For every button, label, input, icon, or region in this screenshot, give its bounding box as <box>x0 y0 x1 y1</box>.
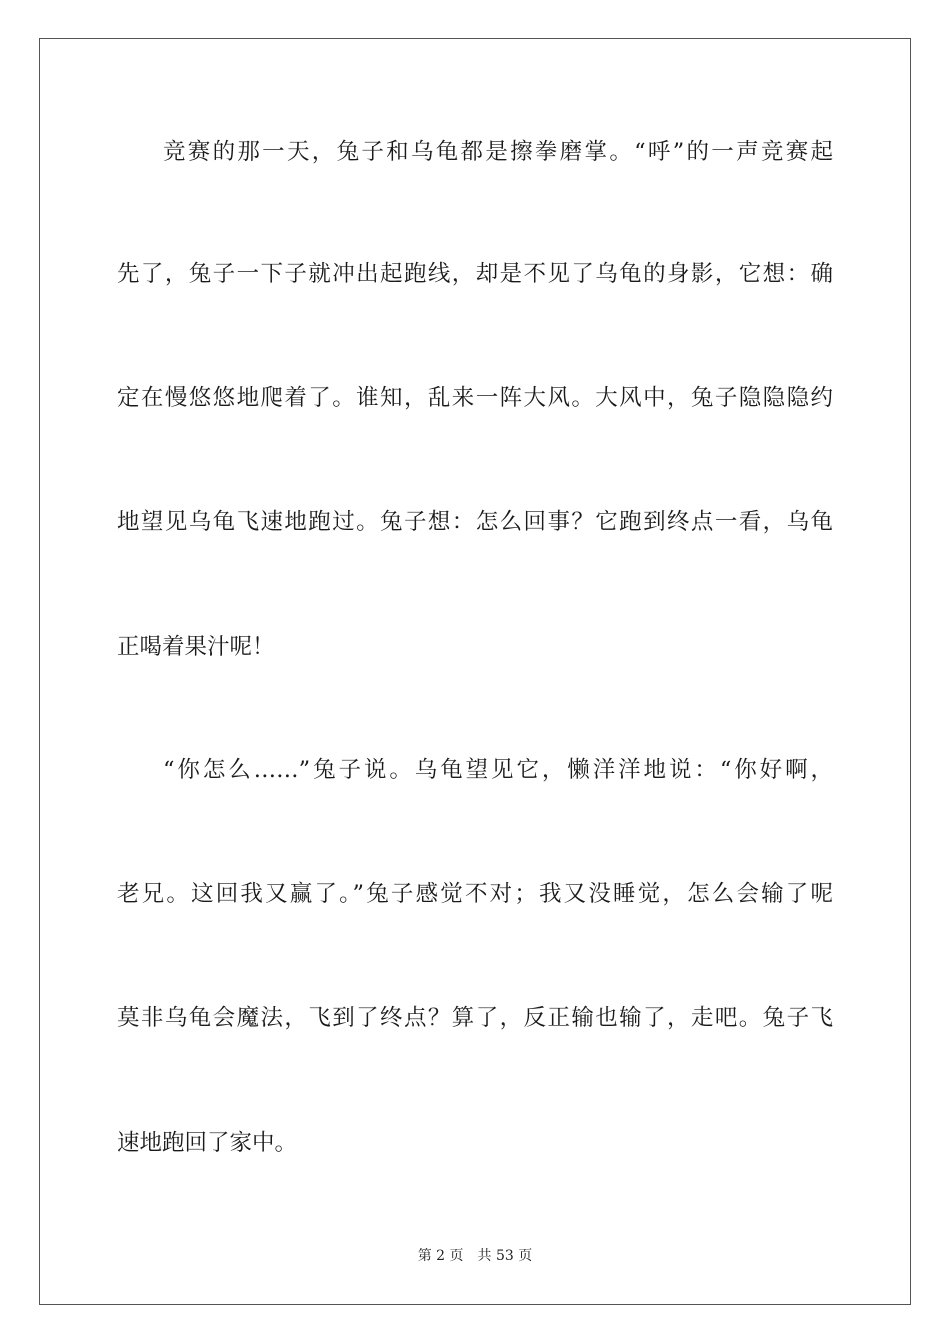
text-line-4: 地望见乌龟飞速地跑过。兔子想：怎么回事？它跑到终点一看，乌龟 <box>117 509 833 535</box>
text-line-6: “你怎么……”兔子说。乌龟望见它，懒洋洋地说：“你好啊， <box>163 757 833 783</box>
text-line-8: 莫非乌龟会魔法，飞到了终点？算了，反正输也输了，走吧。兔子飞 <box>117 1005 833 1031</box>
text-line-5: 正喝着果汁呢！ <box>117 634 275 660</box>
text-line-1: 竞赛的那一天，兔子和乌龟都是擦拳磨掌。“呼”的一声竞赛起 <box>163 139 833 165</box>
text-line-3: 定在慢悠悠地爬着了。谁知，乱来一阵大风。大风中，兔子隐隐隐约 <box>117 385 833 411</box>
page-footer <box>0 1246 950 1266</box>
text-line-9: 速地跑回了家中。 <box>117 1130 298 1156</box>
text-line-7: 老兄。这回我又赢了。”兔子感觉不对；我又没睡觉，怎么会输了呢 <box>117 881 833 907</box>
page-frame <box>39 38 911 1305</box>
text-line-2: 先了，兔子一下子就冲出起跑线，却是不见了乌龟的身影，它想：确 <box>117 261 833 287</box>
page-total: 共 53 页 <box>477 1248 533 1264</box>
page-number: 第 2 页 <box>417 1248 464 1264</box>
